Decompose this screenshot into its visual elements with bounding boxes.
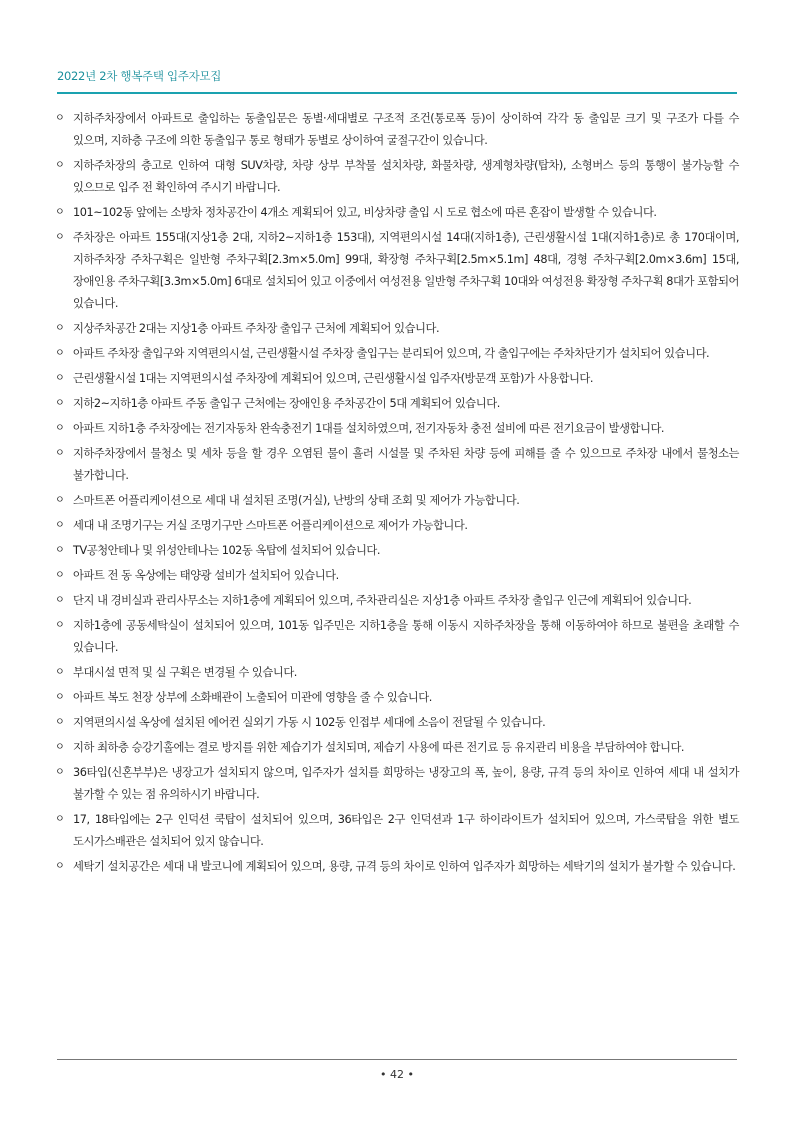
list-item-text: 지하주차장의 층고로 인하여 대형 SUV차량, 차량 상부 부착물 설치차량, 화물차량, 생계형차량(탑차), 소형버스 등의 통행이 불가능할 수 있으므로 입주 전 확인하여 주시기 바랍니다. bbox=[73, 159, 739, 194]
bullet-icon: ㅇ bbox=[55, 207, 65, 218]
list-item-text: 지하주차장에서 물청소 및 세차 등을 할 경우 오염된 물이 흘러 시설물 및 주차된 차량 등에 피해를 줄 수 있으므로 주차장 내에서 물청소는 불가합니다. bbox=[73, 447, 739, 482]
list-item-text: 세탁기 설치공간은 세대 내 발코니에 계획되어 있으며, 용량, 규격 등의 차이로 인하여 입주자가 희망하는 세탁기의 설치가 불가할 수 있습니다. bbox=[73, 860, 736, 873]
document-title: 2022년 2차 행복주택 입주자모집 bbox=[57, 69, 222, 83]
list-item-text: 근린생활시설 1대는 지역편의시설 주차장에 계획되어 있으며, 근린생활시설 입주자(방문객 포함)가 사용합니다. bbox=[73, 372, 594, 385]
list-item-text: TV공청안테나 및 위성안테나는 102동 옥탑에 설치되어 있습니다. bbox=[73, 544, 381, 557]
list-item bbox=[55, 443, 739, 487]
footer-divider bbox=[57, 1059, 737, 1060]
list-item bbox=[55, 590, 739, 612]
list-item-text: 아파트 지하1층 주차장에는 전기자동차 완속충전기 1대를 설치하였으며, 전기자동차 충전 설비에 따른 전기요금이 발생합니다. bbox=[73, 422, 665, 435]
list-item-text: 아파트 복도 천장 상부에 소화배관이 노출되어 미관에 영향을 줄 수 있습니다. bbox=[73, 691, 432, 704]
list-item-text: 지하1층에 공동세탁실이 설치되어 있으며, 101동 입주민은 지하1층을 통해 이동시 지하주차장을 통해 이동하여야 하므로 불편을 초래할 수 있습니다. bbox=[73, 619, 739, 654]
bullet-icon: ㅇ bbox=[55, 814, 65, 825]
bullet-icon: ㅇ bbox=[55, 742, 65, 753]
list-item-text: 101~102동 앞에는 소방차 정차공간이 4개소 계획되어 있고, 비상차량 출입 시 도로 협소에 따른 혼잡이 발생할 수 있습니다. bbox=[73, 206, 657, 219]
bullet-icon: ㅇ bbox=[55, 373, 65, 384]
list-item bbox=[55, 565, 739, 587]
header-divider bbox=[57, 92, 737, 94]
list-item bbox=[55, 418, 739, 440]
list-item bbox=[55, 155, 739, 199]
bullet-icon: ㅇ bbox=[55, 398, 65, 409]
list-item-text: 단지 내 경비실과 관리사무소는 지하1층에 계획되어 있으며, 주차관리실은 지상1층 아파트 주차장 출입구 인근에 계획되어 있습니다. bbox=[73, 594, 692, 607]
bullet-icon: ㅇ bbox=[55, 160, 65, 171]
bullet-icon: ㅇ bbox=[55, 495, 65, 506]
list-item-text: 17, 18타입에는 2구 인덕션 쿡탑이 설치되어 있으며, 36타입은 2구 인덕션과 1구 하이라이트가 설치되어 있으며, 가스쿡탑을 위한 별도 도시가스배관은 설치되어 있지 않습니다. bbox=[73, 813, 739, 848]
bullet-icon: ㅇ bbox=[55, 348, 65, 359]
list-item-text: 아파트 전 동 옥상에는 태양광 설비가 설치되어 있습니다. bbox=[73, 569, 339, 582]
list-item bbox=[55, 687, 739, 709]
list-item bbox=[55, 762, 739, 806]
bullet-icon: ㅇ bbox=[55, 448, 65, 459]
bullet-icon: ㅇ bbox=[55, 570, 65, 581]
bullet-icon: ㅇ bbox=[55, 861, 65, 872]
list-item-text: 세대 내 조명기구는 거실 조명기구만 스마트폰 어플리케이션으로 제어가 가능합니다. bbox=[73, 519, 468, 532]
list-item bbox=[55, 393, 739, 415]
list-item-text: 스마트폰 어플리케이션으로 세대 내 설치된 조명(거실), 난방의 상태 조회 및 제어가 가능합니다. bbox=[73, 494, 520, 507]
list-item bbox=[55, 108, 739, 152]
bullet-icon: ㅇ bbox=[55, 667, 65, 678]
list-item bbox=[55, 712, 739, 734]
bullet-icon: ㅇ bbox=[55, 692, 65, 703]
list-item-text: 지하주차장에서 아파트로 출입하는 동출입문은 동별·세대별로 구조적 조건(통로폭 등)이 상이하여 각각 동 출입문 크기 및 구조가 다를 수 있으며, 지하층 구조에 의한 동출입구 통로 형태가 동별로 상이하여 굴절구간이 있습니다. bbox=[73, 112, 739, 147]
list-item bbox=[55, 737, 739, 759]
list-item bbox=[55, 615, 739, 659]
bullet-icon: ㅇ bbox=[55, 323, 65, 334]
bullet-icon: ㅇ bbox=[55, 520, 65, 531]
bullet-icon: ㅇ bbox=[55, 767, 65, 778]
list-item-text: 36타입(신혼부부)은 냉장고가 설치되지 않으며, 입주자가 설치를 희망하는 냉장고의 폭, 높이, 용량, 규격 등의 차이로 인하여 세대 내 설치가 불가할 수 있는 점 유의하시기 바랍니다. bbox=[73, 766, 739, 801]
bullet-icon: ㅇ bbox=[55, 232, 65, 243]
list-item-text: 지상주차공간 2대는 지상1층 아파트 주차장 출입구 근처에 계획되어 있습니다. bbox=[73, 322, 440, 335]
list-item-text: 지하 최하층 승강기홀에는 결로 방지를 위한 제습기가 설치되며, 제습기 사용에 따른 전기료 등 유지관리 비용을 부담하여야 합니다. bbox=[73, 741, 685, 754]
list-item bbox=[55, 318, 739, 340]
list-item-text: 지역편의시설 옥상에 설치된 에어컨 실외기 가동 시 102동 인접부 세대에 소음이 전달될 수 있습니다. bbox=[73, 716, 546, 729]
list-item bbox=[55, 202, 739, 224]
notice-list bbox=[55, 108, 739, 881]
page-number: • 42 • bbox=[380, 1068, 414, 1081]
list-item bbox=[55, 368, 739, 390]
list-item bbox=[55, 227, 739, 315]
list-item bbox=[55, 515, 739, 537]
bullet-icon: ㅇ bbox=[55, 545, 65, 556]
list-item bbox=[55, 809, 739, 853]
page-header bbox=[57, 68, 737, 94]
bullet-icon: ㅇ bbox=[55, 717, 65, 728]
list-item-text: 부대시설 면적 및 실 구획은 변경될 수 있습니다. bbox=[73, 666, 297, 679]
list-item bbox=[55, 343, 739, 365]
list-item-text: 지하2~지하1층 아파트 주동 출입구 근처에는 장애인용 주차공간이 5대 계획되어 있습니다. bbox=[73, 397, 500, 410]
page-footer bbox=[57, 1059, 737, 1082]
bullet-icon: ㅇ bbox=[55, 595, 65, 606]
list-item bbox=[55, 540, 739, 562]
bullet-icon: ㅇ bbox=[55, 620, 65, 631]
list-item bbox=[55, 490, 739, 512]
list-item bbox=[55, 662, 739, 684]
bullet-icon: ㅇ bbox=[55, 423, 65, 434]
list-item-text: 아파트 주차장 출입구와 지역편의시설, 근린생활시설 주차장 출입구는 분리되어 있으며, 각 출입구에는 주차차단기가 설치되어 있습니다. bbox=[73, 347, 710, 360]
list-item-text: 주차장은 아파트 155대(지상1층 2대, 지하2~지하1층 153대), 지역편의시설 14대(지하1층), 근린생활시설 1대(지하1층)로 총 170대이며, 지하주차장 주차구획은 일반형 주차구획[2.3m×5.0m] 99대, 확장형 주차구획[2.5m×5.1m] 48대, 경형 주차구획[2.0m×3.6m] 15대, 장애인용 주차구획[3.3m×5.0m] 6대로 설치되어 있고 이중에서 여성전용 일반형 주차구획 10대와 여성전용 확장형 주차구획 8대가 포함되어 있습니다. bbox=[73, 231, 739, 310]
list-item bbox=[55, 856, 739, 878]
bullet-icon: ㅇ bbox=[55, 113, 65, 124]
